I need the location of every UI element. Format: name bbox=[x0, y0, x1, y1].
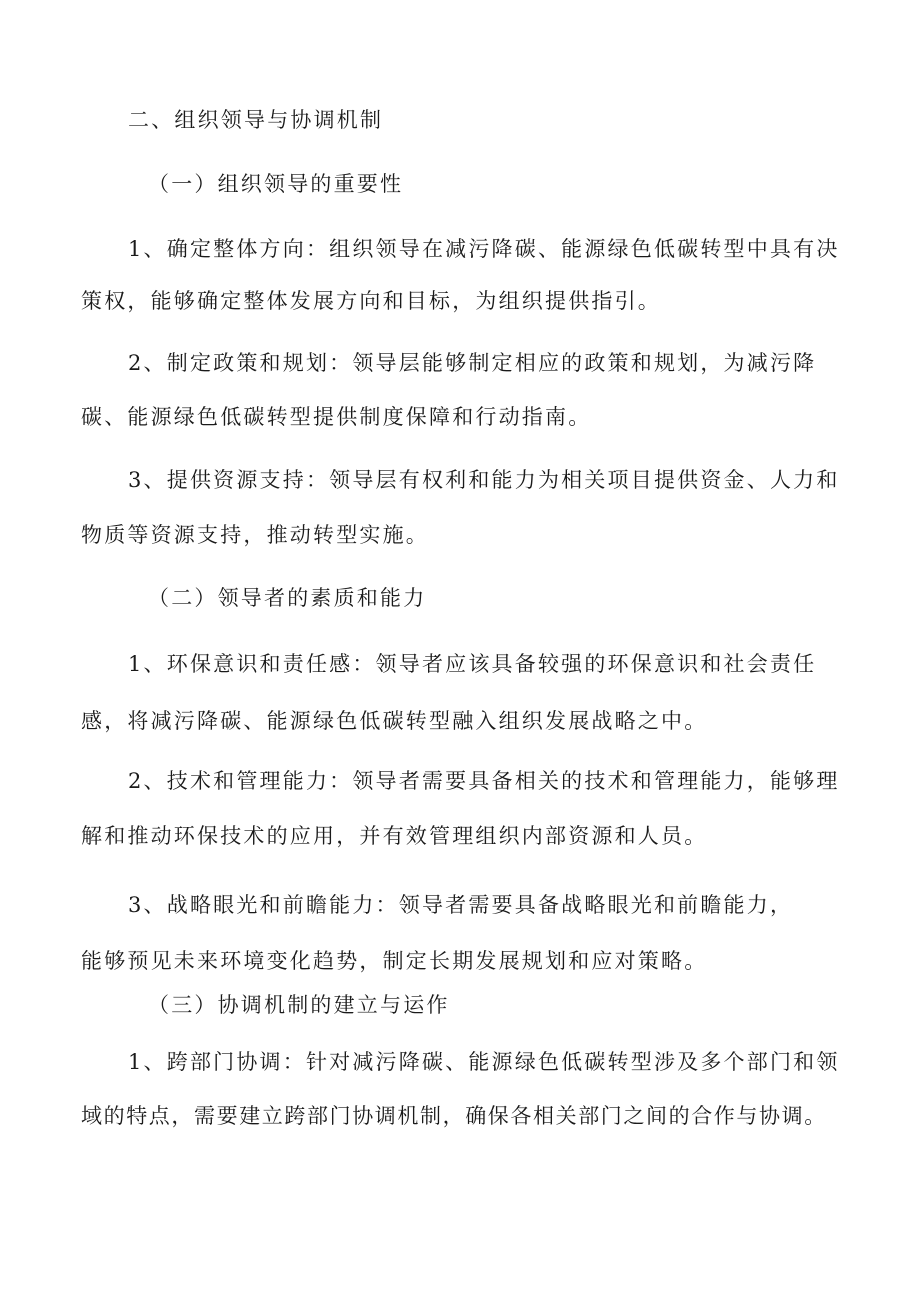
paragraph-line: 感，将减污降碳、能源绿色低碳转型融入组织发展战略之中。 bbox=[81, 709, 708, 733]
subsection-heading-1: （一）组织领导的重要性 bbox=[148, 172, 404, 196]
paragraph-line: 1、环保意识和责任感：领导者应该具备较强的环保意识和社会责任 bbox=[128, 652, 817, 676]
paragraph-line: 物质等资源支持，推动转型实施。 bbox=[81, 523, 429, 547]
paragraph-line: 1、跨部门协调：针对减污降碳、能源绿色低碳转型涉及多个部门和领 bbox=[128, 1050, 840, 1074]
paragraph-line: 3、战略眼光和前瞻能力：领导者需要具备战略眼光和前瞻能力， bbox=[128, 893, 794, 917]
paragraph-line: 3、提供资源支持：领导层有权利和能力为相关项目提供资金、人力和 bbox=[128, 468, 840, 492]
paragraph-line: 2、制定政策和规划：领导层能够制定相应的政策和规划，为减污降 bbox=[128, 351, 817, 375]
paragraph-line: 1、确定整体方向：组织领导在减污降碳、能源绿色低碳转型中具有决 bbox=[128, 237, 840, 261]
paragraph-line: 域的特点，需要建立跨部门协调机制，确保各相关部门之间的合作与协调。 bbox=[81, 1104, 827, 1128]
paragraph-line: 解和推动环保技术的应用，并有效管理组织内部资源和人员。 bbox=[81, 824, 708, 848]
subsection-heading-2: （二）领导者的素质和能力 bbox=[148, 586, 427, 610]
paragraph-line: 能够预见未来环境变化趋势，制定长期发展规划和应对策略。 bbox=[81, 949, 708, 973]
section-heading: 二、组织领导与协调机制 bbox=[128, 108, 384, 132]
subsection-heading-3: （三）协调机制的建立与运作 bbox=[148, 993, 450, 1017]
paragraph-line: 2、技术和管理能力：领导者需要具备相关的技术和管理能力，能够理 bbox=[128, 769, 840, 793]
paragraph-line: 策权，能够确定整体发展方向和目标，为组织提供指引。 bbox=[81, 289, 661, 313]
paragraph-line: 碳、能源绿色低碳转型提供制度保障和行动指南。 bbox=[81, 405, 592, 429]
